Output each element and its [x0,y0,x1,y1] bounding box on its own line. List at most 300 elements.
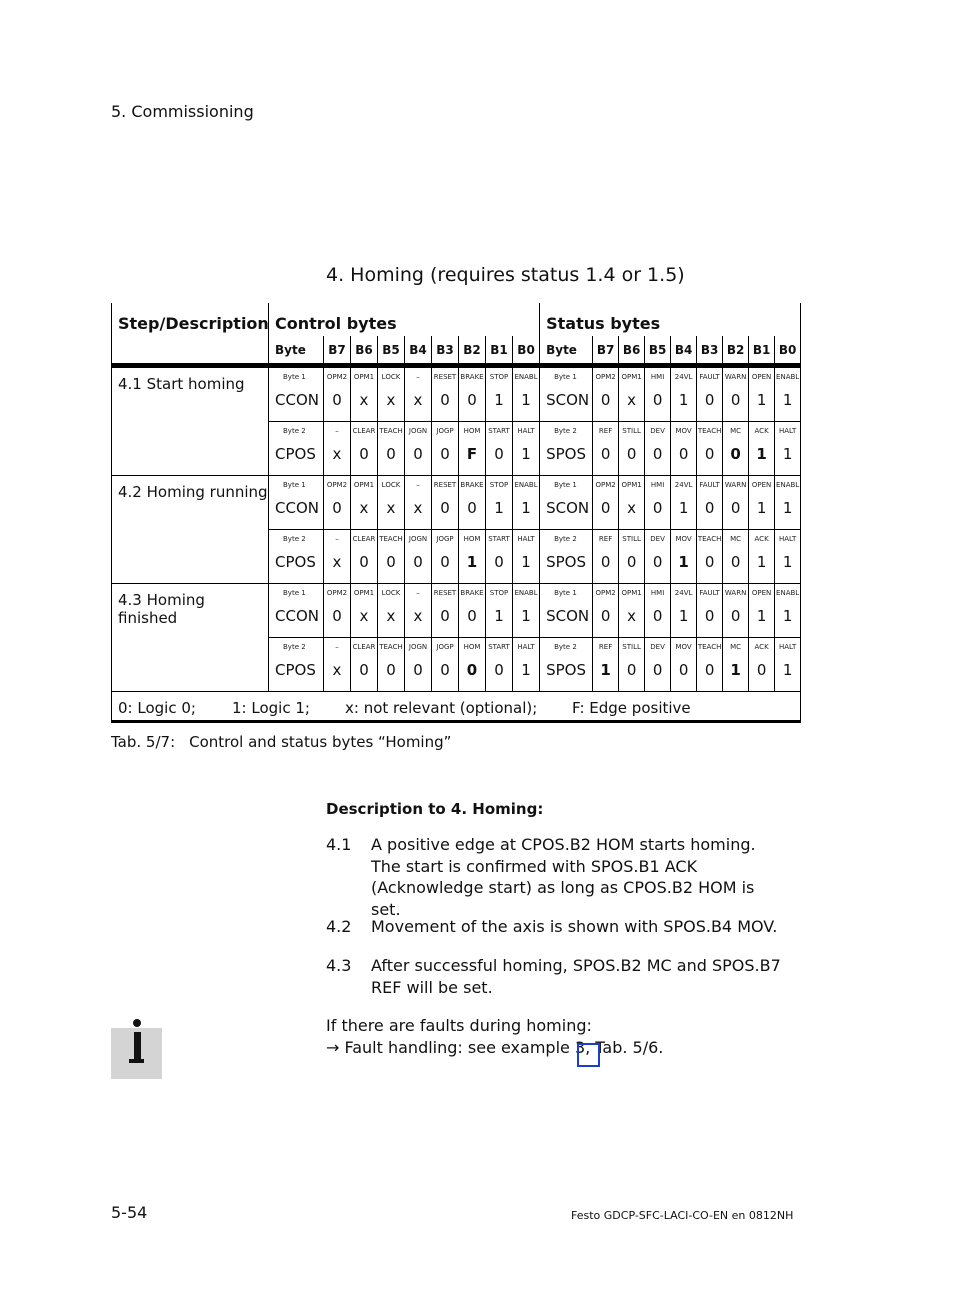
header-byte: Byte [269,336,324,366]
header-bit: B0 [513,336,540,366]
table-row [112,366,801,422]
byte-label-cell [540,476,593,530]
fault-note [326,1015,786,1059]
byte-label-cell [269,422,324,476]
bit-name: – [335,427,339,435]
bit-value: 1 [678,499,689,517]
bit-name: TEACH [697,535,722,543]
bit-value: 0 [704,553,715,571]
bit-cell [324,584,351,638]
header-bit: B0 [775,336,801,366]
bit-name: LOCK [381,481,401,489]
bit-cell [723,530,749,584]
bit-name: OPM1 [621,589,642,597]
byte-name: CCON [275,391,319,409]
bit-name: BRAKE [460,589,484,597]
byte-label-cell [269,476,324,530]
bit-cell [459,422,486,476]
bit-name: WARN [724,373,747,381]
legend-item: 0: Logic 0; [118,699,196,717]
bit-name: DEV [650,427,665,435]
bit-value: 1 [756,391,767,409]
bit-cell [619,422,645,476]
bit-value: 1 [678,553,689,571]
byte-name: CCON [275,607,319,625]
bit-name: – [335,643,339,651]
cross-reference-link[interactable] [577,1043,600,1067]
byte-label-cell [269,584,324,638]
bit-value: 0 [652,499,663,517]
bit-cell [671,638,697,692]
bit-name: HMI [650,481,665,489]
bit-cell [723,476,749,530]
bit-cell [378,476,405,530]
bit-value: 1 [494,391,504,409]
bit-cell [697,584,723,638]
bit-value: 0 [652,445,663,463]
byte-name: SCON [546,607,590,625]
bit-name: MOV [675,643,692,651]
bit-cell [749,476,775,530]
bit-name: 24VL [674,589,693,597]
bit-value: 0 [440,607,450,625]
bit-cell [671,476,697,530]
bit-name: ENABL [514,589,538,597]
byte-number-label: Byte 2 [283,427,306,435]
bit-cell [432,422,459,476]
byte-label-cell [269,366,324,422]
byte-number-label: Byte 2 [554,427,577,435]
header-bit: B1 [749,336,775,366]
description-item: 4.2 Movement of the axis is shown with SPOS.B4 MOV. [326,917,778,936]
bit-cell [378,530,405,584]
byte-number-label: Byte 2 [554,535,577,543]
bit-cell [723,366,749,422]
bit-name: JOGP [436,643,454,651]
byte-number-label: Byte 2 [283,643,306,651]
bit-cell [405,476,432,530]
bit-cell [513,422,540,476]
bit-cell [593,584,619,638]
header-byte: Byte [540,336,593,366]
byte-label-cell [269,530,324,584]
bit-cell [486,476,513,530]
bit-cell [671,422,697,476]
bit-value: 1 [521,553,531,571]
bit-name: CLEAR [352,535,376,543]
bit-value: 1 [782,445,793,463]
bit-name: MOV [675,427,692,435]
bit-cell [351,422,378,476]
header-bit: B7 [593,336,619,366]
bit-value: 0 [730,391,741,409]
bit-value: 0 [332,499,342,517]
bit-value: 1 [600,661,611,679]
bit-value: 0 [440,445,450,463]
bit-name: – [416,373,420,381]
chapter-heading: 5. Commissioning [111,102,254,121]
byte-label-cell [540,584,593,638]
bit-value: x [359,607,369,625]
bit-name: MC [730,427,742,435]
bit-value: 0 [386,553,396,571]
bit-value: 1 [494,499,504,517]
byte-number-label: Byte 2 [283,535,306,543]
bit-name: LOCK [381,589,401,597]
bit-cell [405,530,432,584]
bit-name: REF [598,535,613,543]
bit-value: 1 [521,499,531,517]
bit-cell [749,530,775,584]
bit-cell [593,422,619,476]
bit-value: 0 [440,661,450,679]
bit-cell [513,584,540,638]
bit-name: HOM [463,535,481,543]
bit-cell [432,366,459,422]
description-item: 4.1 A positive edge at CPOS.B2 HOM starts homing. The start is confirmed with SPOS.B1 ACK (Acknowledge start) as long as CPOS.B2 HOM is set. [326,835,756,919]
bit-cell [645,638,671,692]
bit-value: 1 [678,607,689,625]
byte-name: SCON [546,391,590,409]
bit-value: 1 [782,391,793,409]
bit-cell [378,422,405,476]
bit-cell [486,366,513,422]
bit-name: STILL [622,427,641,435]
bit-name: WARN [724,481,747,489]
bit-value: x [413,391,423,409]
bit-name: OPM2 [326,373,348,381]
table-row [112,476,801,530]
bit-cell [775,584,801,638]
bit-name: HALT [779,535,797,543]
bit-name: OPEN [751,373,772,381]
bit-name: HALT [517,427,535,435]
bit-value: 0 [467,499,477,517]
bit-value: 0 [467,391,477,409]
bit-value: 0 [386,445,396,463]
bit-value: x [359,391,369,409]
bit-value: 0 [494,445,504,463]
bit-name: TEACH [379,535,403,543]
legend-item: F: Edge positive [572,699,691,717]
bit-cell [351,366,378,422]
bit-value: 0 [440,391,450,409]
bit-name: OPM1 [353,481,375,489]
bit-cell [405,584,432,638]
footer-doc-id: Festo GDCP-SFC-LACI-CO-EN en 0812NH [571,1209,794,1222]
bit-cell [775,638,801,692]
bit-value: 0 [413,661,423,679]
page-number: 5-54 [111,1203,148,1222]
bit-value: 0 [626,553,637,571]
bit-name: CLEAR [352,643,376,651]
bit-name: ENABL [776,589,800,597]
bit-name: HALT [779,427,797,435]
bit-name: LOCK [381,373,401,381]
bit-value: 1 [730,661,741,679]
bit-name: 24VL [674,481,693,489]
bit-cell [697,530,723,584]
bit-cell [697,638,723,692]
bit-value: 1 [756,445,767,463]
bit-value: 0 [600,607,611,625]
bit-name: OPM1 [621,481,642,489]
bit-value: 0 [359,445,369,463]
header-bit: B3 [697,336,723,366]
bit-value: 1 [494,607,504,625]
byte-number-label: Byte 1 [283,481,306,489]
bit-cell [459,638,486,692]
byte-name: SCON [546,499,590,517]
bit-cell [486,584,513,638]
bit-name: ENABL [776,373,800,381]
bit-name: MC [730,643,742,651]
bit-cell [324,476,351,530]
bit-cell [749,638,775,692]
bit-name: OPM2 [326,589,348,597]
bit-cell [324,638,351,692]
legend [112,692,801,722]
byte-name: SPOS [546,553,586,571]
bit-value: 0 [332,607,342,625]
bit-value: 1 [521,445,531,463]
bit-cell [432,476,459,530]
bit-name: HMI [650,373,665,381]
header-bit: B1 [486,336,513,366]
bit-cell [723,584,749,638]
bit-cell [324,366,351,422]
bit-name: – [335,535,339,543]
bit-name: TEACH [697,643,722,651]
bit-name: OPEN [751,481,772,489]
bit-name: DEV [650,535,665,543]
bit-cell [749,366,775,422]
bit-value: x [627,391,637,409]
bit-cell [775,476,801,530]
bit-cell [775,422,801,476]
bit-name: JOGN [408,643,428,651]
bit-cell [775,530,801,584]
header-blank [112,336,269,366]
bit-value: x [332,445,342,463]
bit-cell [513,366,540,422]
bit-name: CLEAR [352,427,376,435]
header-bit: B2 [723,336,749,366]
bit-name: STILL [622,535,641,543]
bit-value: 0 [652,553,663,571]
bit-cell [432,638,459,692]
bit-value: 0 [730,553,741,571]
header-bit: B3 [432,336,459,366]
bit-value: 1 [466,553,478,571]
bit-cell [351,530,378,584]
bit-value: F [466,445,478,463]
bit-cell [432,530,459,584]
step-description: 4.1 Start homing [112,366,269,476]
bit-value: 1 [521,607,531,625]
bit-name: – [416,589,420,597]
bit-name: JOGN [408,427,428,435]
bit-value: 0 [600,391,611,409]
bit-value: 0 [467,607,477,625]
header-bit: B6 [351,336,378,366]
bit-cell [593,366,619,422]
bit-name: JOGN [408,535,428,543]
bit-name: HALT [517,643,535,651]
bit-cell [405,638,432,692]
bit-cell [513,638,540,692]
bit-name: TEACH [379,427,403,435]
bit-value: 0 [600,445,611,463]
bit-cell [619,366,645,422]
bit-value: 0 [704,661,715,679]
bit-cell [378,638,405,692]
bit-value: 0 [600,499,611,517]
bit-value: 0 [730,607,741,625]
bit-name: DEV [650,643,665,651]
bit-cell [723,638,749,692]
bit-cell [593,530,619,584]
bit-value: 0 [466,661,478,679]
bit-value: 0 [704,391,715,409]
bit-name: FAULT [699,589,720,597]
bit-name: 24VL [674,373,693,381]
bit-name: OPM2 [595,373,616,381]
bit-name: REF [598,427,613,435]
legend-item: 1: Logic 1; [232,699,310,717]
byte-label-cell [540,530,593,584]
bit-value: 0 [704,499,715,517]
bit-name: RESET [433,373,457,381]
legend-row [112,692,801,722]
bit-name: ACK [754,427,769,435]
bit-value: 0 [359,661,369,679]
bit-cell [723,422,749,476]
bit-name: STILL [622,643,641,651]
step-description: 4.3 Homing finished [112,584,269,692]
step-description: 4.2 Homing running [112,476,269,584]
bit-value: 0 [626,661,637,679]
bit-cell [486,530,513,584]
bit-cell [378,584,405,638]
bit-name: HOM [463,643,481,651]
bit-value: 0 [652,607,663,625]
bit-name: BRAKE [460,481,484,489]
table-row [112,584,801,638]
bit-name: OPEN [751,589,772,597]
byte-number-label: Byte 2 [554,643,577,651]
bit-cell [775,366,801,422]
bit-cell [749,422,775,476]
bit-value: 1 [521,391,531,409]
bit-value: 0 [413,553,423,571]
header-bit: B4 [671,336,697,366]
bit-name: FAULT [699,481,720,489]
bit-cell [486,638,513,692]
homing-table [111,303,801,723]
bit-name: OPM1 [621,373,642,381]
section-title: 4. Homing (requires status 1.4 or 1.5) [326,264,685,286]
bit-value: 1 [756,607,767,625]
bit-value: 0 [678,445,689,463]
bit-cell [432,584,459,638]
bit-value: 0 [494,661,504,679]
byte-name: CPOS [275,661,316,679]
bit-value: 0 [678,661,689,679]
bit-name: HMI [650,589,665,597]
bit-name: ACK [754,643,769,651]
bit-name: ACK [754,535,769,543]
bit-cell [645,584,671,638]
bit-cell [697,366,723,422]
byte-number-label: Byte 1 [554,589,577,597]
bit-cell [324,530,351,584]
bit-name: OPM1 [353,373,375,381]
bit-value: 0 [652,661,663,679]
bit-name: JOGP [436,535,454,543]
bit-value: 0 [494,553,504,571]
bit-name: HOM [463,427,481,435]
bit-cell [486,422,513,476]
bit-cell [459,366,486,422]
bit-cell [671,530,697,584]
bit-cell [645,530,671,584]
bit-value: 0 [386,661,396,679]
bit-name: HALT [779,643,797,651]
bit-cell [513,530,540,584]
bit-value: 1 [521,661,531,679]
bit-value: x [386,499,396,517]
bit-cell [459,530,486,584]
bit-name: HALT [517,535,535,543]
byte-name: CPOS [275,445,316,463]
bit-value: x [332,553,342,571]
bit-name: STOP [489,373,509,381]
bit-name: MC [730,535,742,543]
bit-value: 0 [413,445,423,463]
byte-number-label: Byte 1 [554,373,577,381]
bit-value: 1 [782,553,793,571]
bit-name: BRAKE [460,373,484,381]
bit-cell [351,638,378,692]
bit-value: 0 [600,553,611,571]
bit-value: 0 [359,553,369,571]
bit-cell [405,422,432,476]
bit-cell [619,530,645,584]
bit-name: OPM1 [353,589,375,597]
bit-value: 0 [440,499,450,517]
bit-name: RESET [433,481,457,489]
bit-value: 0 [704,607,715,625]
bit-name: TEACH [379,643,403,651]
bit-value: 0 [440,553,450,571]
bit-name: ENABL [514,481,538,489]
header-bit: B4 [405,336,432,366]
info-icon [111,1028,162,1079]
note-link-line[interactable]: → Fault handling: see example 3, Tab. 5/6. [326,1038,664,1057]
bit-name: ENABL [776,481,800,489]
bit-value: x [359,499,369,517]
byte-label-cell [540,422,593,476]
bit-value: x [386,607,396,625]
bit-value: 0 [730,445,741,463]
header-control-bytes: Control bytes [269,303,540,336]
bit-cell [513,476,540,530]
bit-cell [645,422,671,476]
bit-name: FAULT [699,373,720,381]
byte-name: SPOS [546,445,586,463]
bit-value: x [386,391,396,409]
